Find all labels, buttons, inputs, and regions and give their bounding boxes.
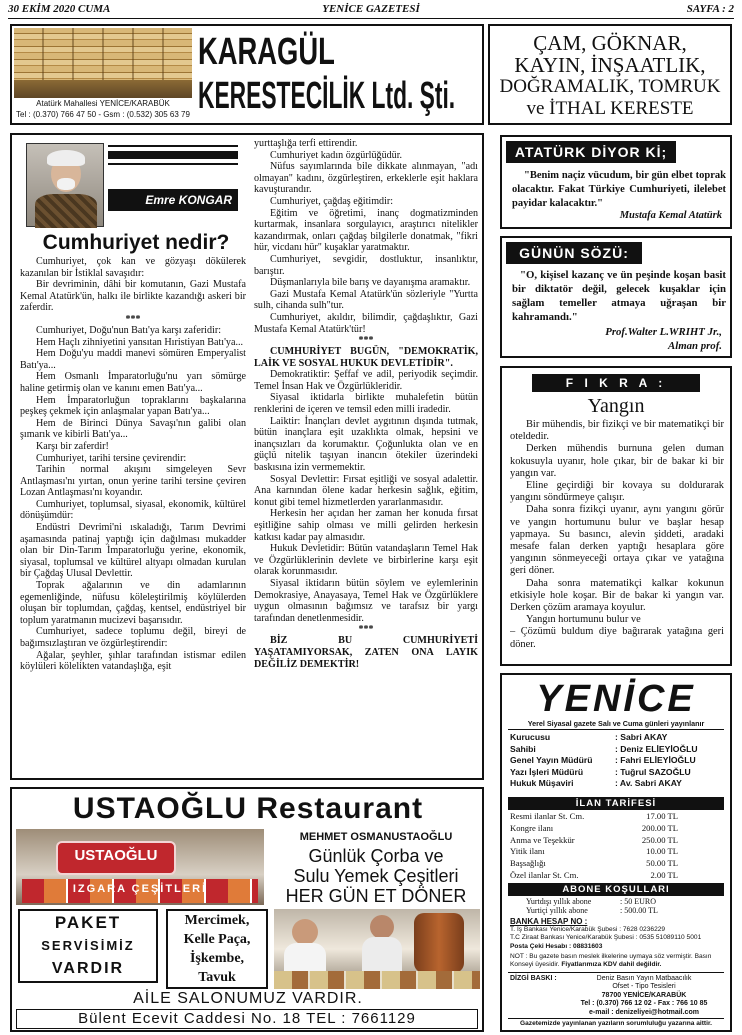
- gunun-sozu-quote: "O, kişisel kazanç ve ün peşinde koşan basit bir diktatör değil, gelecek kuşaklar için sağlam temeller atmaya uğraşan bir kahramandı.": [512, 269, 726, 323]
- gunun-sozu-heading: GÜNÜN SÖZÜ:: [506, 242, 642, 264]
- print-info-line: Deniz Basın Yayın Matbaacılık: [596, 975, 692, 982]
- note-text: NOT : Bu gazete basın meslek ilkelerine uymaya söz vermiştir. Basın Konseyi üyesidir.: [510, 953, 712, 969]
- author-photo: [26, 143, 104, 227]
- article-paragraph: Cumhuriyet, çağdaş eğitimdir:: [270, 195, 394, 207]
- abone-row: [510, 897, 722, 906]
- fikra-body: [510, 419, 724, 665]
- karagul-address: Atatürk Mahallesi YENİCE/KARABÜK: [36, 99, 170, 108]
- storefront-grill-text: IZGARA ÇEŞİTLERİ: [72, 883, 208, 895]
- article-paragraph: Cumhuriyet, sevgidir, dostluktur, insanlıktır, barıştır.: [254, 253, 478, 277]
- staff-list: [510, 732, 722, 790]
- article-paragraph: Endüstri Devrimi'ni ıskaladığı, Tarım Devrimi aşamasında patinaj yaptığı için dağılması mukadder olan bir Din-Tarım İmparatorluğu yerine, ekonomik, siyasal, toplumsal ve kültürel altyapı olmadan kurulan bir Çağdaş Ulusal Devlettir.: [20, 522, 246, 580]
- storefront-photo: [16, 829, 264, 905]
- dish-4: Tavuk: [198, 970, 236, 985]
- restaurant-name: USTAOĞLU Restaurant: [72, 792, 424, 825]
- article-paragraph: BİZ BU CUMHURİYETİ YAŞATAMIYORSAK, ZATEN ONA LAYIK DEĞİLİZ DEMEKTİR!: [254, 635, 478, 670]
- staff-row: [510, 732, 722, 744]
- article-paragraph: Cumhuriyet kadın özgürlüğüdür.: [270, 149, 403, 161]
- ataturk-box: [500, 135, 732, 229]
- staff-label: Yazı İşleri Müdürü: [510, 766, 584, 777]
- ilan-row: [510, 858, 722, 870]
- product-line-2: KAYIN, İNŞAATLIK,: [514, 53, 706, 77]
- article-paragraph: Gazi Mustafa Kemal Atatürk'ün sözleriyle "Yurtta sulh, cihanda sulh"tur.: [254, 288, 478, 312]
- lumber-photo: [14, 28, 192, 98]
- menu-line-2: Sulu Yemek Çeşitleri: [293, 866, 459, 886]
- column-article: [10, 133, 484, 780]
- masthead-subtitle: Yerel Siyasal gazete Salı ve Cuma günleri yayınlanır: [527, 719, 705, 728]
- staff-label: Kurucusu: [510, 732, 551, 742]
- paket-line-3: VARDIR: [51, 960, 125, 977]
- ilan-label: Resmi ilanlar St. Cm.: [510, 811, 585, 821]
- header-rule: [8, 18, 734, 19]
- abone-label: Yurtdışı yıllık abone: [526, 897, 592, 906]
- ilan-value: 200.00 TL: [641, 822, 678, 833]
- article-title: Cumhuriyet nedir?: [42, 231, 230, 254]
- article-paragraph: Cumhuriyet, sadece toplumu değil, bireyi de bağımsızlaştıran ve özgürleştirendir:: [20, 626, 246, 649]
- karagul-name-line2: KERESTECİLİK Ltd. Şti.: [198, 75, 456, 117]
- dishes-box: [166, 909, 268, 989]
- staff-value: : Deniz ELİEYİOĞLU: [615, 743, 698, 754]
- karagul-products-box: [488, 24, 732, 125]
- fikra-box: [500, 366, 732, 666]
- bank-account: T. İş Bankası Yenice/Karabük Şubesi : 7628 0236229: [510, 926, 666, 933]
- print-info-line: Ofset - Tipo Tesisleri: [612, 983, 676, 991]
- note-kdv: Fiyatlarımıza KDV dahil değildir.: [561, 961, 662, 969]
- fikra-paragraph: Bir mühendis, bir fizikçi ve bir matematikçi bir oteldedir.: [510, 419, 724, 443]
- staff-value: : Fahri ELİEYİOĞLU: [615, 755, 696, 766]
- article-paragraph: Hukuk Devletidir: Bütün vatandaşların Temel Hak ve Özgürlüklerinin devlete ve birbirlerine karşı eşit olarak korunmasıdır.: [254, 543, 478, 578]
- masthead-box: [500, 673, 732, 1032]
- dish-3: İşkembe,: [189, 951, 245, 966]
- gunun-sozu-box: [500, 236, 732, 358]
- bank-account: Posta Çeki Hesabı : 08831603: [510, 942, 603, 950]
- doner-photo: [274, 909, 480, 989]
- ilan-table: [510, 811, 722, 882]
- baski-label: DİZGİ BASKI :: [510, 975, 557, 982]
- masthead-logo: YENİCE: [536, 678, 696, 720]
- paket-servis-box: [18, 909, 158, 983]
- abone-value: : 50 EURO: [620, 897, 656, 906]
- article-paragraph: yurttaşlığa terfi ettirendir.: [254, 138, 358, 149]
- article-paragraph: Hem Doğu'yu maddi manevi sömüren Emperyalist Batı'ya...: [20, 348, 246, 371]
- ilan-value: 50.00 TL: [646, 858, 678, 869]
- article-paragraph: Eğitim ve öğretimi, inanç dogmatizminden kurtarmak, insanlara sorgulayıcı, araştırıcı nitelikler kazandırmak, onları çağdaş bilgilerle donatmak, "fikri hür, vicdanı hür" kuşaklar yaratmaktır.: [254, 207, 478, 254]
- ataturk-quote: "Benim naçiz vücudum, bir gün elbet toprak olacaktır. Fakat Türkiye Cumhuriyeti, ilelebet payidar kalacaktır.": [512, 170, 726, 209]
- page-header: [8, 3, 734, 17]
- masthead-note: [510, 953, 726, 970]
- ilan-value: 17.00 TL: [646, 811, 678, 821]
- banka-heading: BANKA HESAP NO :: [510, 917, 588, 926]
- ilan-row: [510, 846, 722, 858]
- paket-line-2: SERVİSİMİZ: [41, 938, 135, 953]
- section-divider: ***: [125, 313, 141, 325]
- fikra-title: Yangın: [587, 395, 645, 417]
- dish-1: Mercimek,: [184, 913, 250, 928]
- article-paragraph: Hem de Birinci Dünya Savaşı'nın galibi olan şımarık ve kibirli Batı'ya...: [20, 417, 246, 441]
- karagul-name-line1: KARAGÜL: [198, 31, 335, 73]
- ataturk-heading: ATATÜRK DİYOR Kİ;: [506, 141, 676, 163]
- print-info-line: 78700 YENİCE/KARABÜK: [601, 991, 687, 999]
- header-date: 30 EKİM 2020 CUMA: [8, 3, 111, 15]
- menu-line-3: HER GÜN ET DÖNER: [285, 886, 467, 906]
- article-col1: [20, 256, 246, 778]
- staff-value: : Sabri AKAY: [615, 732, 668, 742]
- article-paragraph: Ağalar, şeyhler, şıhlar tarafından istismar edilen köylüleri kölelikten vatandaşlığa, eşit: [20, 649, 246, 673]
- article-paragraph: Karşı bir zaferdir!: [36, 440, 109, 452]
- staff-row: [510, 744, 722, 756]
- header-page: SAYFA : 2: [686, 3, 734, 15]
- article-col2: [254, 138, 478, 778]
- ilan-label: Özel ilanlar St. Cm.: [510, 869, 579, 880]
- fikra-paragraph: Eline geçirdiği bir kovaya su doldurarak yangını söndürmeye çalışır.: [510, 480, 724, 504]
- fikra-heading: F I K R A :: [532, 374, 700, 392]
- article-paragraph: Sosyal Devlettir: Fırsat eşitliği ve sosyal adalettir. Ana karnından ölene kadar herkesin sağlık, eğitim, konut gibi temel hizmetlerden yararlanmasıdır.: [254, 473, 478, 508]
- staff-label: Genel Yayın Müdürü: [510, 755, 593, 766]
- gunun-sozu-attribution-1: Prof.Walter L.WRIHT Jr.,: [605, 326, 722, 338]
- fikra-paragraph: – Çözümü buldum diye bağırarak yatağına geri döner.: [510, 626, 724, 650]
- print-info-line: e-mail : denizeliyei@hotmail.com: [589, 1008, 699, 1016]
- salon-text: AİLE SALONUMUZ VARDIR.: [133, 990, 363, 1007]
- ilan-value: 2.00 TL: [650, 869, 678, 880]
- menu-line-1: Günlük Çorba ve: [308, 846, 444, 866]
- restaurant-address: Bülent Ecevit Caddesi No. 18 TEL : 7661129: [16, 1009, 478, 1029]
- article-paragraph: Hem Haçlı zihniyetini yansıtan Hıristiyan Batı'ya...: [36, 336, 244, 348]
- article-paragraph: Tarihin normal akışını simgeleyen Sevr Antlaşması'nı yırtan, onun yerine tarihi tersine çeviren Lozan Antlaşması'nı koyandır.: [20, 464, 246, 499]
- staff-value: : Tuğrul SAZOĞLU: [615, 766, 691, 777]
- abone-row: [510, 906, 722, 915]
- article-paragraph: Düşmanlarıyla bile barış ve dayanışma aramaktır.: [270, 277, 471, 289]
- fikra-paragraph: Yangın hortumunu bulur ve: [526, 614, 641, 626]
- article-paragraph: Hem İmparatorluğun topraklarını başkalarına peşkeş çekmek için anlaşmalar yapan Batı'ya...: [20, 394, 246, 418]
- product-line-3: DOĞRAMALIK, TOMRUK: [499, 76, 721, 97]
- ataturk-attribution: Mustafa Kemal Atatürk: [619, 210, 722, 221]
- article-paragraph: Cumhuriyet, toplumsal, siyasal, ekonomik, kültürel dönüşümdür:: [20, 498, 246, 522]
- banka-list: [510, 926, 726, 951]
- gunun-sozu-attribution-2: Alman prof.: [668, 340, 722, 352]
- ilan-label: Anma ve Teşekkür: [510, 834, 575, 845]
- header-paper: YENİCE GAZETESİ: [322, 3, 420, 15]
- article-paragraph: Cumhuriyet, akıldır, bilimdir, çağdaşlıktır, Gazi Mustafa Kemal Atatürk'tür!: [254, 311, 478, 335]
- abone-label: Yurtiçi yıllık abone: [526, 906, 588, 915]
- section-divider: ***: [358, 624, 374, 636]
- restaurant-ad: [10, 787, 484, 1032]
- storefront-sign-text: USTAOĞLU: [74, 847, 158, 864]
- article-paragraph: Nüfus sayımlarında bile dikkate alınmayan, "adı olmayan" kadını, özgürleştiren, erkeklerle eşit haklara kavuşturandır.: [254, 161, 478, 196]
- ilan-row: [510, 811, 722, 823]
- ilan-value: 250.00 TL: [641, 834, 678, 845]
- paket-line-1: PAKET: [54, 913, 122, 932]
- section-divider: ***: [358, 335, 374, 347]
- staff-label: Hukuk Müşaviri: [510, 778, 574, 789]
- karagul-phone: Tel : (0.370) 766 47 50 - Gsm : (0.532) 305 63 79: [16, 110, 190, 119]
- dish-2: Kelle Paça,: [183, 932, 251, 947]
- article-paragraph: Bir devriminin, dâhi bir komutanın, Gazi Mustafa Kemal Atatürk'ün, halkı ile birlikte kazandığı askeri bir zaferdir.: [20, 279, 246, 314]
- article-paragraph: Siyasal iktidarla birlikte muhalefetin bütün renklerini de içeren ve temsil eden milli iradedir.: [254, 392, 478, 416]
- fikra-paragraph: Derken mühendis burnuna gelen duman kokusuyla uyanır, hole çıkar, bir de bakar ki bir yangın var.: [510, 443, 724, 479]
- abone-value: : 500.00 TL: [620, 906, 658, 915]
- article-paragraph: Herkesin her açıdan her zaman her konuda fırsat eşitliğine sahip olması ve milli gelirden herkesin katkısı kadar pay almasıdır.: [254, 508, 478, 543]
- abone-table: [510, 897, 722, 915]
- article-paragraph: Cumhuriyet, çok kan ve gözyaşı dökülerek kazanılan bir İstiklal savaşıdır:: [20, 256, 246, 279]
- article-paragraph: Cumhuriyet, tarihi tersine çevirendir:: [36, 452, 187, 464]
- masthead-footer: Gazetemizde yayınlanan yazıların sorumluluğu yazarına aittir.: [519, 1020, 712, 1027]
- article-paragraph: Demokratiktir: Şeffaf ve adil, periyodik seçimdir. Temel İnsan Hak ve Özgürlükleridir.: [254, 369, 478, 392]
- staff-row: [510, 778, 722, 790]
- ilan-label: Başsağlığı: [510, 858, 546, 869]
- article-paragraph: Cumhuriyet, Doğu'nun Batı'ya karşı zaferidir:: [36, 324, 221, 336]
- article-paragraph: Laiktir: İnançları devlet aygıtının dışında tutmak, bütün inançlara eşit uzaklıkta olmak, hepsini ve inançsızları da korumaktır. Çoğunlukta olan ve en güçlü nitelik taşıyan inancın ötekiler üzerindeki baskısına izin vermemektir.: [254, 415, 478, 474]
- ilan-heading: İLAN TARİFESİ: [508, 797, 724, 810]
- ilan-value: 10.00 TL: [646, 846, 678, 857]
- staff-value: : Av. Sabri AKAY: [615, 778, 682, 789]
- article-paragraph: Toprak ağalarının ve din adamlarının egemenliğinde, nüfusu köleleştirilmiş köylülerden oluşan bir toplumdan, çağdaş, kentsel, endüstriyel bir toplum yaratmanın mucizevi başarısıdır.: [20, 580, 246, 626]
- print-info-line: Tel : (0.370) 766 12 02 - Fax : 766 10 85: [580, 1000, 708, 1008]
- baski-list: [564, 975, 724, 1017]
- staff-row: [510, 755, 722, 767]
- staff-label: Sahibi: [510, 743, 536, 754]
- karagul-ad: [10, 24, 484, 125]
- fikra-paragraph: Daha sonra matematikçi kalkar kokunun etkisiyle hole koşar. Bir de bakar ki yangın var. Derken çözüm aramaya koyulur.: [510, 577, 724, 614]
- ilan-row: [510, 870, 722, 882]
- ilan-row: [510, 835, 722, 847]
- staff-row: [510, 767, 722, 779]
- article-paragraph: CUMHURİYET BUGÜN, "DEMOKRATİK, LAİK VE SOSYAL HUKUK DEVLETİDİR".: [254, 346, 478, 369]
- author-name: Emre KONGAR: [108, 189, 238, 211]
- fikra-paragraph: Daha sonra fizikçi uyanır, aynı yangını görür ve yangın hortumunu bulur ve başlar hesap yapmaya. Su basıncı, alevin şiddeti, aradaki mesafe falan derken yaptığı hesaplara göre yangının sönmeyeceği ortaya çıkar ve yatağına geri döner.: [510, 504, 724, 577]
- article-paragraph: Hem Osmanlı İmparatorluğu'nu yarı sömürge haline getirmiş olan ve kanını emen Batı'ya...: [20, 371, 246, 394]
- bank-account: T.C Ziraat Bankası Yenice/Karabük Şubesi : 0535 51089110 5001: [510, 934, 702, 942]
- article-paragraph: Siyasal iktidarın bütün söylem ve eylemlerinin Demokrasiye, Anayasaya, Temel Hak ve Özgürlüklere uygun olmasının bağımsız ve tarafsız bir yargı tarafından denetlenmesidir.: [254, 577, 478, 624]
- product-line-1: ÇAM, GÖKNAR,: [533, 31, 687, 55]
- ilan-label: Yitik ilanı: [510, 846, 545, 857]
- product-line-4: ve İTHAL KERESTE: [526, 98, 694, 119]
- ilan-label: Kongre ilanı: [510, 822, 554, 833]
- ilan-row: [510, 823, 722, 835]
- restaurant-owner: MEHMET OSMANUSTAOĞLU: [299, 831, 453, 843]
- abone-heading: ABONE KOŞULLARI: [508, 883, 724, 896]
